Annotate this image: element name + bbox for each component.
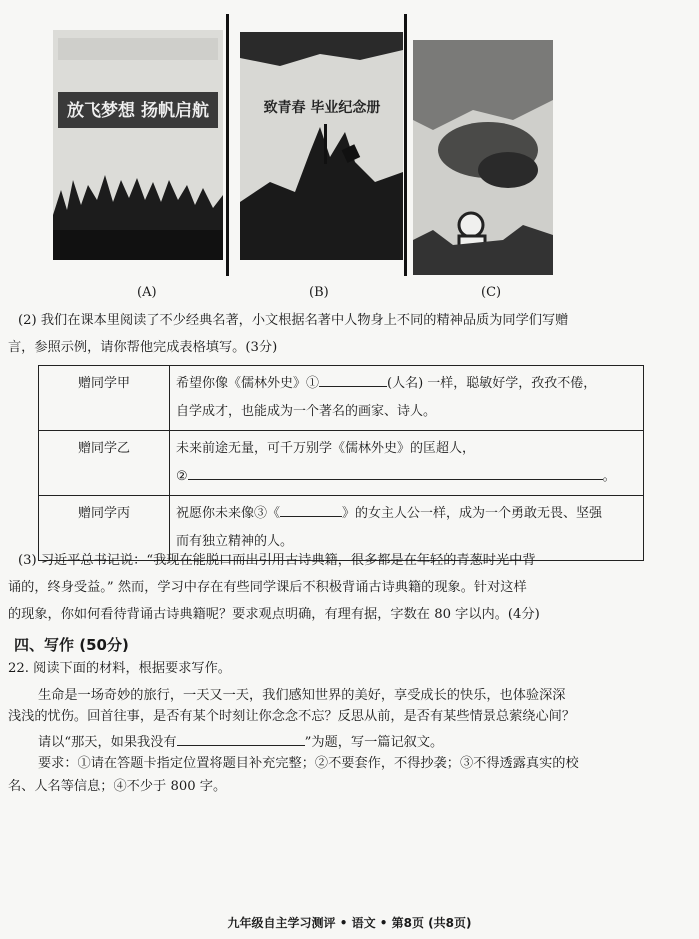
image-a bbox=[53, 30, 223, 260]
blank-3[interactable] bbox=[280, 502, 342, 517]
image-b-label: (B) bbox=[309, 285, 329, 300]
page-footer: 九年级自主学习测评 • 语文 • 第8页 (共8页) bbox=[227, 916, 472, 930]
image-b-banner: 致青春 毕业纪念册 bbox=[263, 100, 381, 116]
q3-line3: 的现象，你如何看待背诵古诗典籍呢？要求观点明确，有理有据，字数在 80 字以内。(4分) bbox=[8, 607, 540, 622]
q22-prompt bbox=[38, 731, 443, 752]
row-c-text-1b: 》的女主人公一样，成为一个勇敢无畏、坚强 bbox=[342, 506, 603, 521]
title-blank[interactable] bbox=[177, 731, 305, 746]
row-b-text-2a: ② bbox=[176, 469, 188, 484]
row-a-text-1b: (人名) 一样，聪敏好学，孜孜不倦， bbox=[387, 376, 597, 391]
row-content-b bbox=[170, 431, 644, 496]
image-b bbox=[240, 32, 403, 260]
table-row bbox=[39, 366, 644, 431]
row-c-text-2: 而有独立精神的人。 bbox=[176, 534, 294, 549]
inscription-table bbox=[38, 365, 644, 561]
row-content-c bbox=[170, 496, 644, 561]
q22-para2: 浅浅的忧伤。回首往事，是否有某个时刻让你念念不忘？反思从前，是否有某些情景总萦绕心间？ bbox=[8, 709, 576, 724]
q22-req1: 要求：①请在答题卡指定位置将题目补充完整；②不要套作，不得抄袭；③不得透露真实的校 bbox=[38, 756, 579, 771]
blank-1[interactable] bbox=[319, 372, 387, 387]
table-row bbox=[39, 496, 644, 561]
divider-bc bbox=[404, 14, 407, 276]
q2-line2: 言，参照示例，请你帮他完成表格填写。(3分) bbox=[8, 340, 278, 355]
row-a-text-1a: 希望你像《儒林外史》① bbox=[176, 376, 320, 391]
row-content-a bbox=[170, 366, 644, 431]
table-row bbox=[39, 431, 644, 496]
q22-para1: 生命是一场奇妙的旅行，一天又一天，我们感知世界的美好，享受成长的快乐，也体验深深 bbox=[38, 688, 566, 703]
row-c-text-1a: 祝愿你未来像③《 bbox=[176, 506, 281, 521]
divider-ab bbox=[226, 14, 229, 276]
q22-prompt-a: 请以“那天，如果我没有 bbox=[38, 735, 177, 750]
row-header-b: 赠同学乙 bbox=[39, 431, 170, 496]
q3-line1: (3) 习近平总书记说：“我现在能脱口而出引用古诗典籍，很多都是在年轻的青葱时光中背 bbox=[18, 553, 536, 568]
row-a-text-2: 自学成才，也能成为一个著名的画家、诗人。 bbox=[176, 404, 437, 419]
blank-2[interactable] bbox=[188, 465, 603, 480]
q22-line1: 22. 阅读下面的材料，根据要求写作。 bbox=[8, 661, 231, 676]
image-c bbox=[413, 40, 553, 275]
image-c-label: (C) bbox=[481, 285, 502, 300]
q22-prompt-b: ”为题，写一篇记叙文。 bbox=[304, 735, 444, 750]
image-a-banner: 放飞梦想 扬帆启航 bbox=[67, 101, 209, 121]
q2-line1: (2) 我们在课本里阅读了不少经典名著，小文根据名著中人物身上不同的精神品质为同学们写赠 bbox=[18, 313, 569, 328]
q22-req2: 名、人名等信息；④不少于 800 字。 bbox=[8, 779, 227, 794]
section-4-title: 四、写作 (50分) bbox=[14, 636, 129, 654]
row-b-text-1: 未来前途无量，可千万别学《儒林外史》的匡超人， bbox=[176, 441, 476, 456]
row-b-text-2b: 。 bbox=[602, 469, 616, 484]
q3-line2: 诵的，终身受益。” 然而，学习中存在有些同学课后不积极背诵古诗典籍的现象。针对这样 bbox=[8, 580, 527, 595]
row-header-c: 赠同学丙 bbox=[39, 496, 170, 561]
row-header-a: 赠同学甲 bbox=[39, 366, 170, 431]
image-a-label: (A) bbox=[137, 285, 157, 300]
